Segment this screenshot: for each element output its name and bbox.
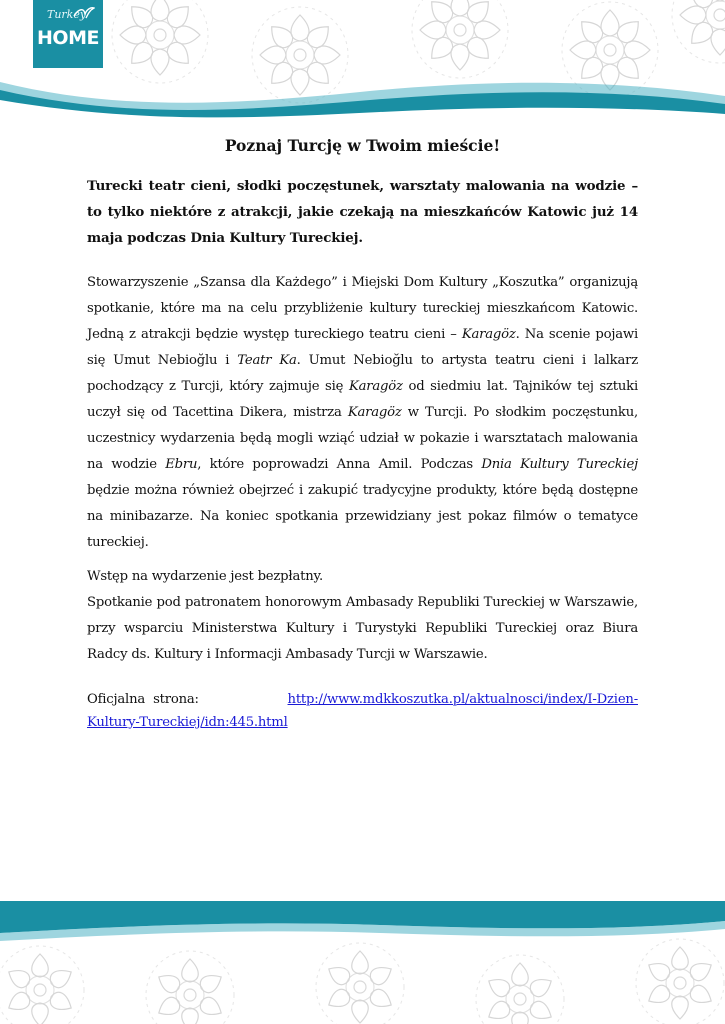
emphasis-text: Karagöz: [461, 327, 516, 342]
footer-ornament-background: [0, 895, 725, 1024]
emphasis-text: Dnia Kultury Tureckiej: [481, 457, 638, 472]
emphasis-text: Teatr Ka: [237, 353, 297, 368]
header-ornament-background: [0, 0, 725, 125]
paragraph-text: od siedmiu lat. Tajników tej sztuki uczył się od Tacettina Dikera, mistrza: [87, 379, 638, 420]
paragraph-text: . Umut Nebioğlu to artysta teatru cieni i lalkarz pochodzący z Turcji, który zajmuje się: [87, 353, 638, 394]
emphasis-text: Karagöz: [347, 405, 402, 420]
paragraph-text: w Turcji. Po słodkim poczęstunku, uczestnicy wydarzenia będą mogli wziąć udział w pokazie i warsztatach malowania na wodzie: [87, 405, 639, 472]
page-footer: [0, 895, 725, 1024]
emphasis-text: Ebru: [165, 457, 198, 472]
article-paragraph-patronage: Spotkanie pod patronatem honorowym Ambasady Republiki Tureckiej w Warszawie, przy wsparciu Ministerstwa Kultury i Turystyki Republiki Tureckiej oraz Biura Radcy ds. Kultury i Informacji Ambasady Turcji w Warszawie.: [87, 595, 638, 662]
official-site-label: Oficjalna strona:: [87, 692, 199, 707]
official-site-link[interactable]: http://www.mdkkoszutka.pl/aktualnosci/index/I-Dzien-Kultury-Tureckiej/idn:445.html: [87, 692, 638, 730]
paragraph-text: będzie można również obejrzeć i zakupić tradycyjne produkty, które będą dostępne na minibazarze. Na koniec spotkania przewidziany jest pokaz filmów o tematyce tureckiej.: [87, 483, 638, 550]
page-header: [0, 0, 725, 125]
article-paragraph-1: [87, 270, 638, 556]
bird-icon: [73, 6, 95, 20]
article-lead: Turecki teatr cieni, słodki poczęstunek, warsztaty malowania na wodzie – to tylko niektóre z atrakcji, jakie czekają na mieszkańców Katowic już 14 maja podczas Dnia Kultury Tureckiej.: [87, 178, 638, 246]
logo-script-text: Turkey: [47, 8, 87, 21]
paragraph-text: . Na scenie pojawi się Umut Nebioğlu i: [87, 327, 638, 368]
article: [87, 136, 638, 734]
turkey-home-logo: [33, 0, 103, 68]
article-paragraph-admission: Wstęp na wydarzenie jest bezpłatny.: [87, 569, 324, 584]
emphasis-text: Karagöz: [348, 379, 403, 394]
official-site-line: [87, 688, 638, 734]
logo-word: HOME: [37, 27, 99, 49]
article-title: Poznaj Turcję w Twoim mieście!: [224, 136, 501, 155]
paragraph-text: , które poprowadzi Anna Amil. Podczas: [197, 457, 482, 472]
paragraph-text: Stowarzyszenie „Szansa dla Każdego” i Miejski Dom Kultury „Koszutka” organizują spotkanie, które ma na celu przybliżenie kultury tureckiej mieszkańcom Katowic. Jedną z atrakcji będzie występ tureckiego teatru cieni –: [87, 275, 638, 342]
